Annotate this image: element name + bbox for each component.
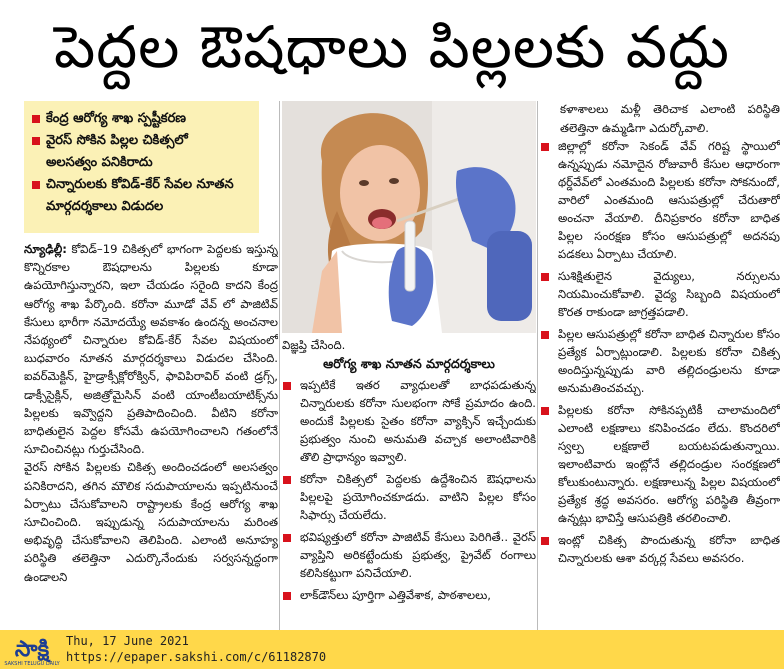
column-divider bbox=[279, 101, 280, 641]
bullet-square-icon bbox=[32, 137, 40, 145]
guideline-item bbox=[540, 401, 780, 527]
highlight-text: అలసత్వం పనికిరాదు bbox=[46, 155, 153, 170]
bullet-square-icon bbox=[283, 534, 291, 542]
logo-text: సాక్షి bbox=[14, 637, 50, 662]
highlight-text: మార్గదర్శకాలు విడుదల bbox=[46, 199, 164, 214]
dateline: న్యూఢిల్లీ: bbox=[24, 242, 67, 256]
child-throat-swab-photo bbox=[282, 101, 536, 333]
guideline-item bbox=[282, 528, 536, 582]
guideline-item bbox=[540, 531, 780, 567]
continuation-text: కళాశాలలు మళ్లీ తెరిచాక ఎలాంటి పరిస్థితి తలెత్తినా ఉమ్మడిగా ఎదుర్కోవాలి. bbox=[560, 102, 780, 135]
bullet-square-icon bbox=[283, 476, 291, 484]
edition-date: Thu, 17 June 2021 bbox=[66, 634, 189, 648]
article-column-3 bbox=[540, 100, 780, 642]
highlight-item-continued bbox=[32, 196, 251, 218]
guideline-item bbox=[282, 586, 536, 604]
highlight-text: చిన్నారులకు కోవిడ్‌-కేర్ సేవల నూతన bbox=[46, 177, 234, 192]
bullet-square-icon bbox=[283, 592, 291, 600]
bullet-square-icon bbox=[541, 143, 549, 151]
bullet-square-icon bbox=[541, 407, 549, 415]
lead-text: విజ్ఞప్తి చేసింది. bbox=[282, 338, 346, 352]
paragraph-text: కోవిడ్–19 చికిత్సలో భాగంగా పెద్దలకు ఇస్తున్న కొన్నిరకాల ఔషధాలను పిల్లలకు కూడా ఉపయోగిస్తున్నారని, ఇలా చేయడం సరైంది కాదని కేంద్ర ఆరోగ్య శాఖ పేర్కొంది. కరోనా మూడో వేవ్ లో పాజిటివ్ కేసులు భారీగా నమోదయ్యే అవకాశం ఉందన్న అంచనాల నేపథ్యంలో చిన్నారుల కోవిడ్‌-కేర్ సేవల విషయంలో బుధవారం నూతన మార్గదర్శకాలు విడుదల చేసింది. ఐవర్‌మెక్టిన్, హైడ్రాక్సీక్లోరోక్విన్, ఫావిపిరావిర్ వంటి డ్రగ్స్, డాక్సీసైక్లిన్, అజిత్రోమైసిన్ వంటి యాంటీబయాటిక్స్‌ను పిల్లలకు ఇవ్వొద్దని ప్రతిపాదించింది. వీటిని కరోనా బాధితులైన పెద్దల కోసమే ఉపయోగించాలని గతంలోనే సూచించినట్లు గుర్తుచేసింది. bbox=[24, 242, 278, 457]
highlight-item bbox=[32, 174, 251, 196]
guideline-text: భవిష్యత్తులో కరోనా పాజిటివ్ కేసులు పెరిగితే.. వైరస్ వ్యాప్తిని అరికట్టేందుకు ప్రభుత్వ, ప్రైవేట్ రంగాలు కలిసికట్టుగా పనిచేయాలి. bbox=[300, 530, 536, 580]
highlight-item bbox=[32, 108, 251, 130]
highlight-text: వైరస్ సోకిన పిల్లల చికిత్సలో bbox=[46, 133, 188, 148]
highlights-box bbox=[24, 101, 259, 233]
bullet-square-icon bbox=[283, 382, 291, 390]
guideline-item bbox=[540, 137, 780, 263]
sakshi-logo-icon bbox=[4, 631, 60, 667]
column-divider bbox=[537, 101, 538, 641]
guideline-item bbox=[540, 325, 780, 397]
headline: పెద్దల ఔషధాలు పిల్లలకు వద్దు bbox=[54, 13, 730, 81]
article-paragraph bbox=[24, 240, 278, 458]
epaper-link[interactable]: https://epaper.sakshi.com/c/61182870 bbox=[66, 650, 327, 664]
guideline-text: పిల్లలకు కరోనా సోకినప్పటికీ చాలామందిలో ఎలాంటి లక్షణాలు కనిపించడం లేదు. కొందరిలో స్వల్ప లక్షణాలే బయటపడుతున్నాయి. ఇలాంటివారు ఇంట్లోనే తల్లిదండ్రుల సంరక్షణలో కోలుకుంటున్నారు. లక్షణాలున్న పిల్లల విషయంలో ప్రత్యేక శ్రద్ధ అవసరం. ఆరోగ్య పరిస్థితి తీవ్రంగా ఉన్నట్లు భావిస్తే ఆసుపత్రికి తరలించాలి. bbox=[558, 403, 780, 526]
guideline-item bbox=[282, 376, 536, 466]
guideline-item bbox=[282, 470, 536, 524]
guideline-text: లాక్‌డౌన్‌లు పూర్తిగా ఎత్తివేశాక, పాఠశాలలు, bbox=[300, 588, 491, 602]
highlight-item bbox=[32, 130, 251, 152]
guideline-item bbox=[540, 267, 780, 321]
bullet-square-icon bbox=[541, 331, 549, 339]
footer-bar bbox=[0, 630, 784, 669]
article-column-2 bbox=[282, 337, 536, 642]
guideline-text: సుశిక్షితులైన వైద్యులు, నర్సులను నియమించుకోవాలి. వైద్య సిబ్బంది విషయంలో కొరత రాకుండా జాగ్రత్తపడాలి. bbox=[558, 269, 780, 320]
photo-child-throat-swab-icon bbox=[282, 101, 536, 333]
guideline-text: పిల్లల ఆసుపత్రుల్లో కరోనా బాధిత చిన్నారుల కోసం ప్రత్యేక ఏర్పాట్లుండాలి. పిల్లలకు కరోనా చికిత్స అందిస్తున్నప్పుడు వారి తల్లిదండ్రులను కూడా అనుమతించవచ్చు. bbox=[558, 327, 780, 396]
guidelines-subheading: ఆరోగ్య శాఖ నూతన మార్గదర్శకాలు bbox=[323, 356, 495, 371]
bullet-square-icon bbox=[541, 537, 549, 545]
bullet-square-icon bbox=[541, 273, 549, 281]
article-paragraph: వైరస్ సోకిన పిల్లలకు చికిత్స అందించడంలో అలసత్వం పనికిరాదని, తగిన మౌలిక సదుపాయాలను ఇప్పటినుంచే ఏర్పాటు చేసుకోవాలని రాష్ట్రాలకు కేంద్ర ఆరోగ్య శాఖ సూచించింది. ఇప్పుడున్న సదుపాయాలను మరింత అభివృద్ధి చేసుకోవాలని తెలిపింది. ఎలాంటి అనూహ్య పరిస్థితి తలెత్తినా ఎదుర్కొనేందుకు సర్వసన్నద్ధంగా ఉండాలని bbox=[24, 460, 278, 584]
bullet-square-icon bbox=[32, 181, 40, 189]
bullet-square-icon bbox=[32, 115, 40, 123]
logo-subtext: SAKSHI TELUGU DAILY bbox=[4, 661, 60, 667]
article-column-1 bbox=[24, 240, 278, 642]
guideline-text: ఇప్పటికే ఇతర వ్యాధులతో బాధపడుతున్న చిన్నారులకు కరోనా సులభంగా సోకే ప్రమాదం ఉంది. అందుకే పిల్లలకు సైతం కరోనా వ్యాక్సిన్ ఇచ్చేందుకు ప్రభుత్వం నుంచి అనుమతి వచ్చాక అలాంటివారికి తొలి ప్రాధాన్యం ఇవ్వాలి. bbox=[300, 378, 536, 464]
guideline-text: కరోనా చికిత్సలో పెద్దలకు ఉద్దేశించిన ఔషధాలను పిల్లలపై ప్రయోగించకూడదు. వాటిని పిల్లల కోసం సిఫార్సు చేయలేదు. bbox=[300, 472, 536, 522]
guideline-text: జిల్లాల్లో కరోనా సెకండ్ వేవ్ గరిష్ట స్థాయిలో ఉన్నప్పుడు నమోదైన రోజువారీ కేసుల ఆధారంగా థర్డ్‌వేవ్‌లో ఎంతమంది పిల్లలకు కరోనా సోకనుందో, వారిలో ఎంతమంది ఆసుపత్రుల్లో చేరుతారో అంచనా వేయాలి. దీనిప్రకారం కరోనా బాధిత పిల్లల సంరక్షణ కోసం ఆసుపత్రుల్లో అదనపు పడకలు ఏర్పాటు చేయాలి. bbox=[558, 139, 780, 262]
highlight-item-continued bbox=[32, 152, 251, 174]
guideline-text: ఇంట్లో చికిత్స పొందుతున్న కరోనా బాధిత చిన్నారులకు ఆశా వర్కర్ల సేవలు అవసరం. bbox=[558, 533, 780, 566]
highlight-text: కేంద్ర ఆరోగ్య శాఖ స్పష్టీకరణ bbox=[46, 111, 187, 126]
